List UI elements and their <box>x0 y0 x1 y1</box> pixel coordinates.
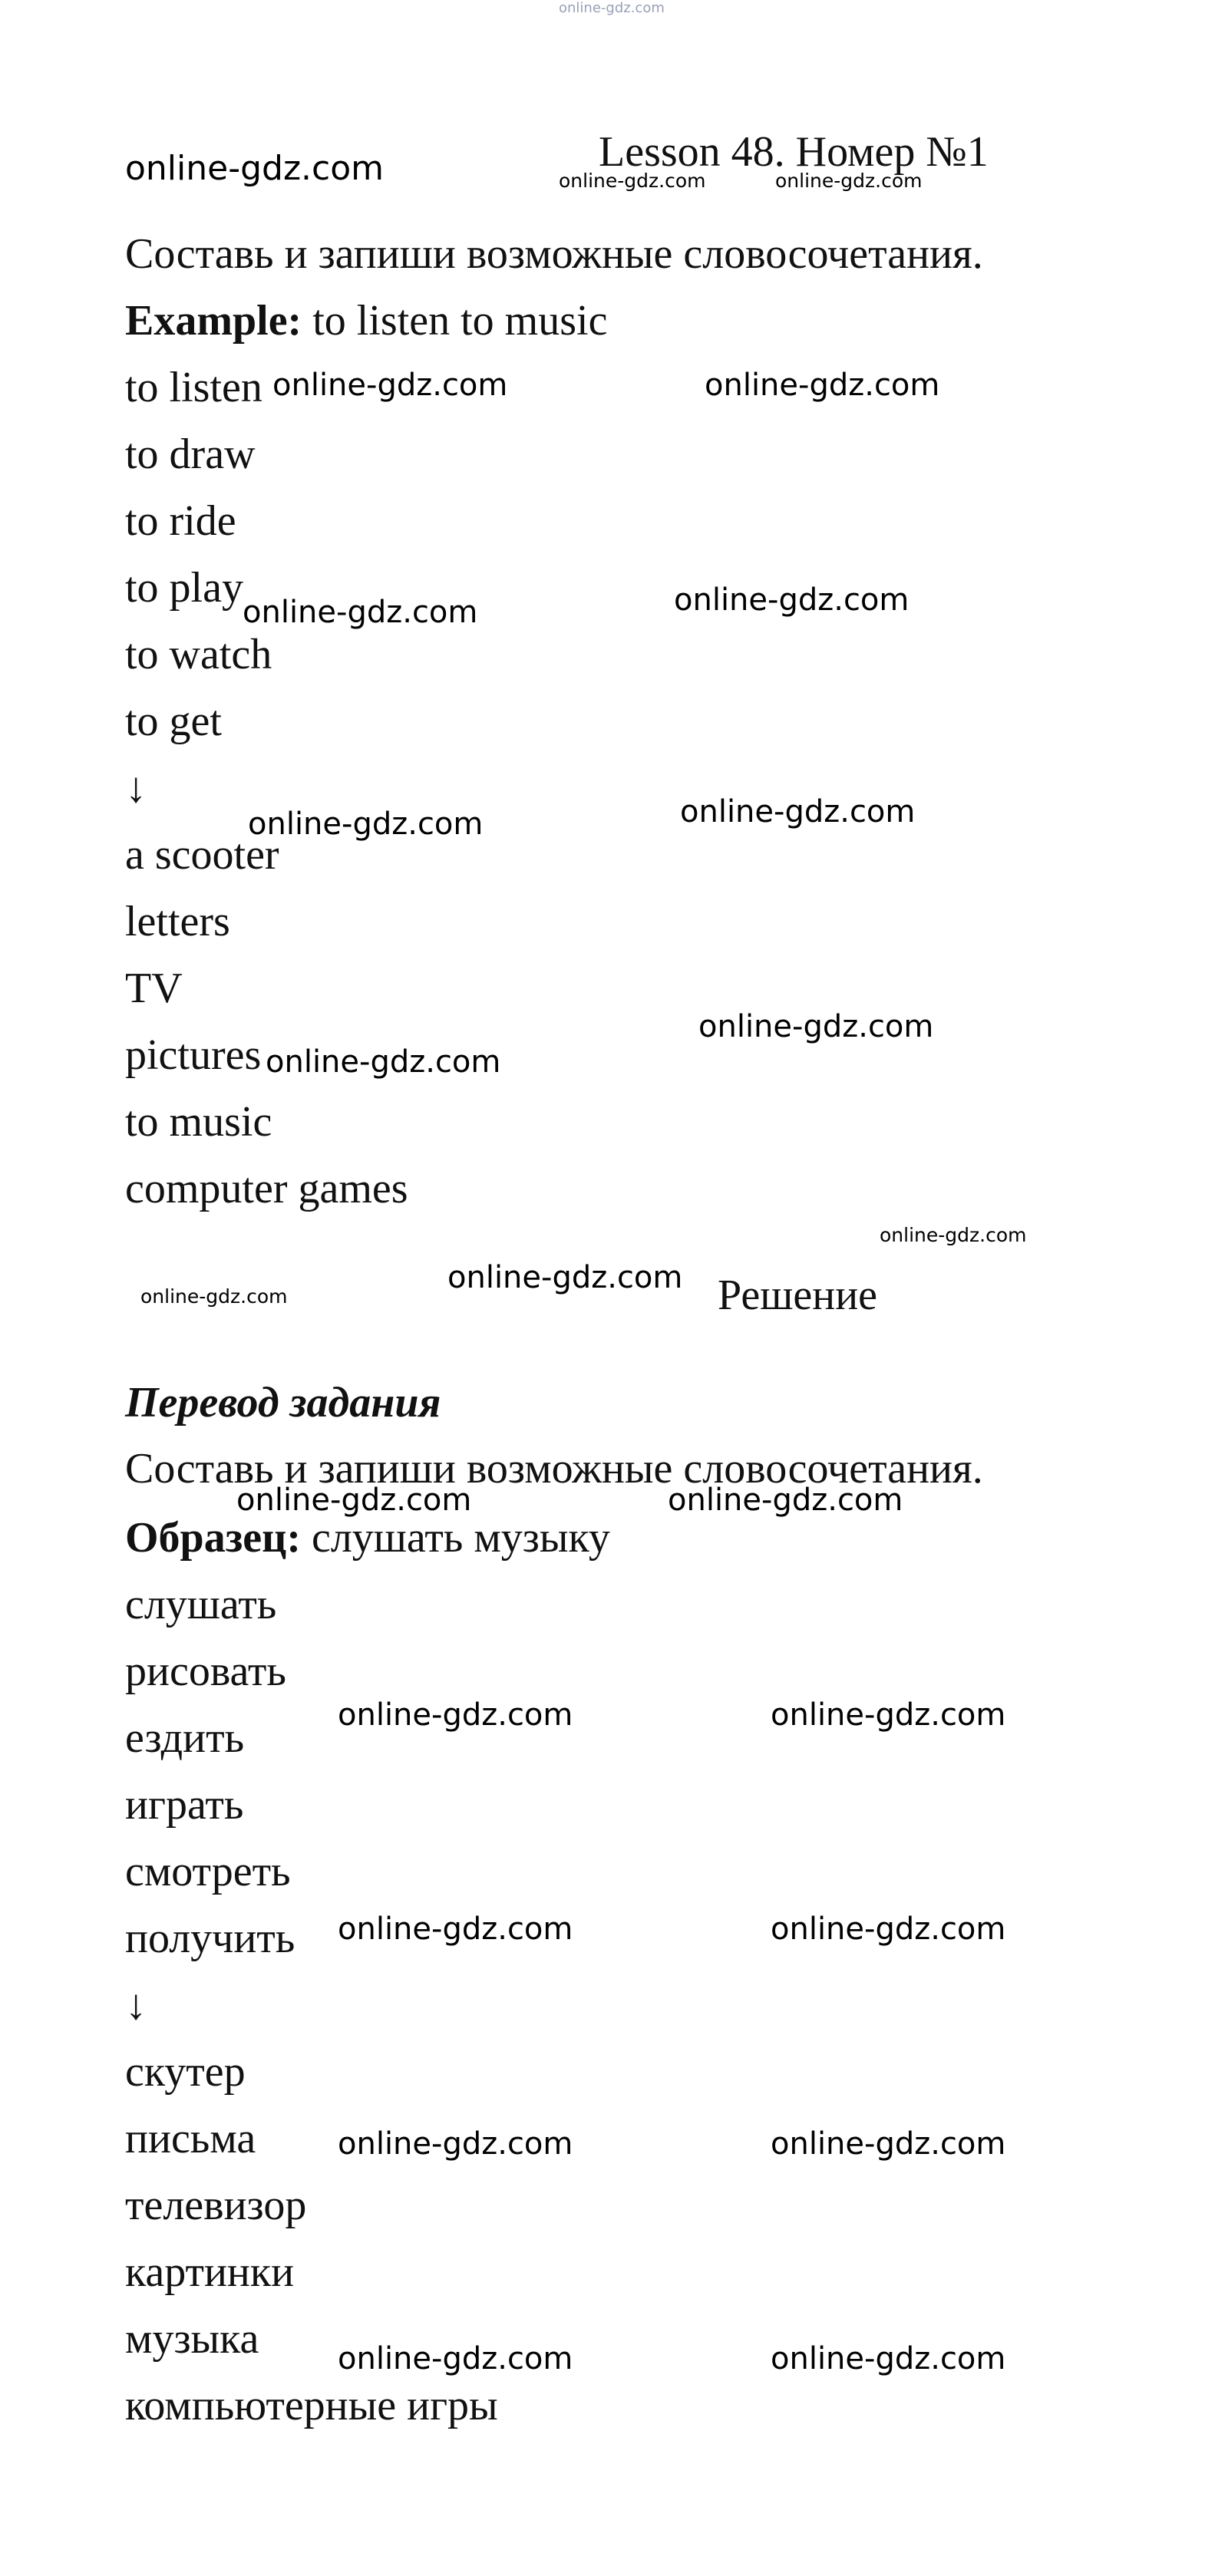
watermark: online-gdz.com <box>674 582 910 618</box>
noun-item: музыка <box>125 2315 259 2363</box>
watermark: online-gdz.com <box>771 2341 1006 2376</box>
watermark: online-gdz.com <box>243 595 478 630</box>
noun-item: письма <box>125 2115 256 2162</box>
watermark: online-gdz.com <box>771 1697 1006 1733</box>
example-label: Образец: <box>125 1514 301 1562</box>
noun-item: computer games <box>125 1165 408 1212</box>
translation-heading: Перевод задания <box>125 1379 441 1427</box>
watermark: online-gdz.com <box>248 806 484 842</box>
watermark: online-gdz.com <box>266 1044 501 1080</box>
verb-item: играть <box>125 1781 244 1829</box>
example-text: to listen to music <box>302 297 608 345</box>
verb-item: to watch <box>125 631 272 678</box>
watermark: online-gdz.com <box>140 1285 288 1308</box>
noun-item: pictures <box>125 1031 262 1079</box>
verb-item: ездить <box>125 1714 245 1762</box>
task-example <box>125 297 608 345</box>
noun-item: letters <box>125 898 230 945</box>
verb-item: слушать <box>125 1581 277 1628</box>
noun-item: скутер <box>125 2048 246 2096</box>
watermark: online-gdz.com <box>880 1224 1027 1246</box>
verb-item: to listen <box>125 364 262 411</box>
verb-item: смотреть <box>125 1848 291 1895</box>
watermark: online-gdz.com <box>559 170 706 192</box>
verb-item: to get <box>125 698 222 745</box>
watermark: online-gdz.com <box>236 1483 472 1518</box>
verb-item: to ride <box>125 497 236 545</box>
example-label: Example: <box>125 297 302 345</box>
translation-example <box>125 1514 610 1562</box>
watermark: online-gdz.com <box>771 2126 1006 2162</box>
task-instruction: Составь и запиши возможные словосочетания. <box>125 230 983 278</box>
verb-item: получить <box>125 1915 295 1962</box>
page-title: Lesson 48. Номер №1 <box>599 128 989 176</box>
noun-item: телевизор <box>125 2182 307 2229</box>
watermark: online-gdz.com <box>447 1260 683 1295</box>
verb-item: to play <box>125 564 243 612</box>
watermark: online-gdz.com <box>338 1911 573 1947</box>
watermark: online-gdz.com <box>272 368 508 403</box>
watermark: online-gdz.com <box>705 368 940 403</box>
noun-item: картинки <box>125 2248 295 2296</box>
watermark: online-gdz.com <box>698 1009 934 1044</box>
watermark: online-gdz.com <box>680 794 916 830</box>
watermark: online-gdz.com <box>668 1483 903 1518</box>
translation-instruction: Составь и запиши возможные словосочетания. <box>125 1445 983 1492</box>
example-text: слушать музыку <box>300 1514 610 1562</box>
watermark: online-gdz.com <box>338 1697 573 1733</box>
solution-label: Решение <box>718 1272 878 1319</box>
verb-item: рисовать <box>125 1648 286 1695</box>
watermark: online-gdz.com <box>338 2126 573 2162</box>
noun-item: to music <box>125 1098 272 1146</box>
watermark: online-gdz.com <box>338 2341 573 2376</box>
watermark: online-gdz.com <box>775 170 923 192</box>
verb-item: to draw <box>125 430 256 478</box>
noun-item: компьютерные игры <box>125 2382 498 2429</box>
noun-item: a scooter <box>125 831 279 879</box>
watermark: online-gdz.com <box>771 1911 1006 1947</box>
top-watermark: online-gdz.com <box>559 0 665 16</box>
noun-item: TV <box>125 965 183 1012</box>
arrow-down-icon: ↓ <box>125 1981 147 2029</box>
arrow-down-icon: ↓ <box>125 764 147 812</box>
watermark: online-gdz.com <box>125 149 385 188</box>
